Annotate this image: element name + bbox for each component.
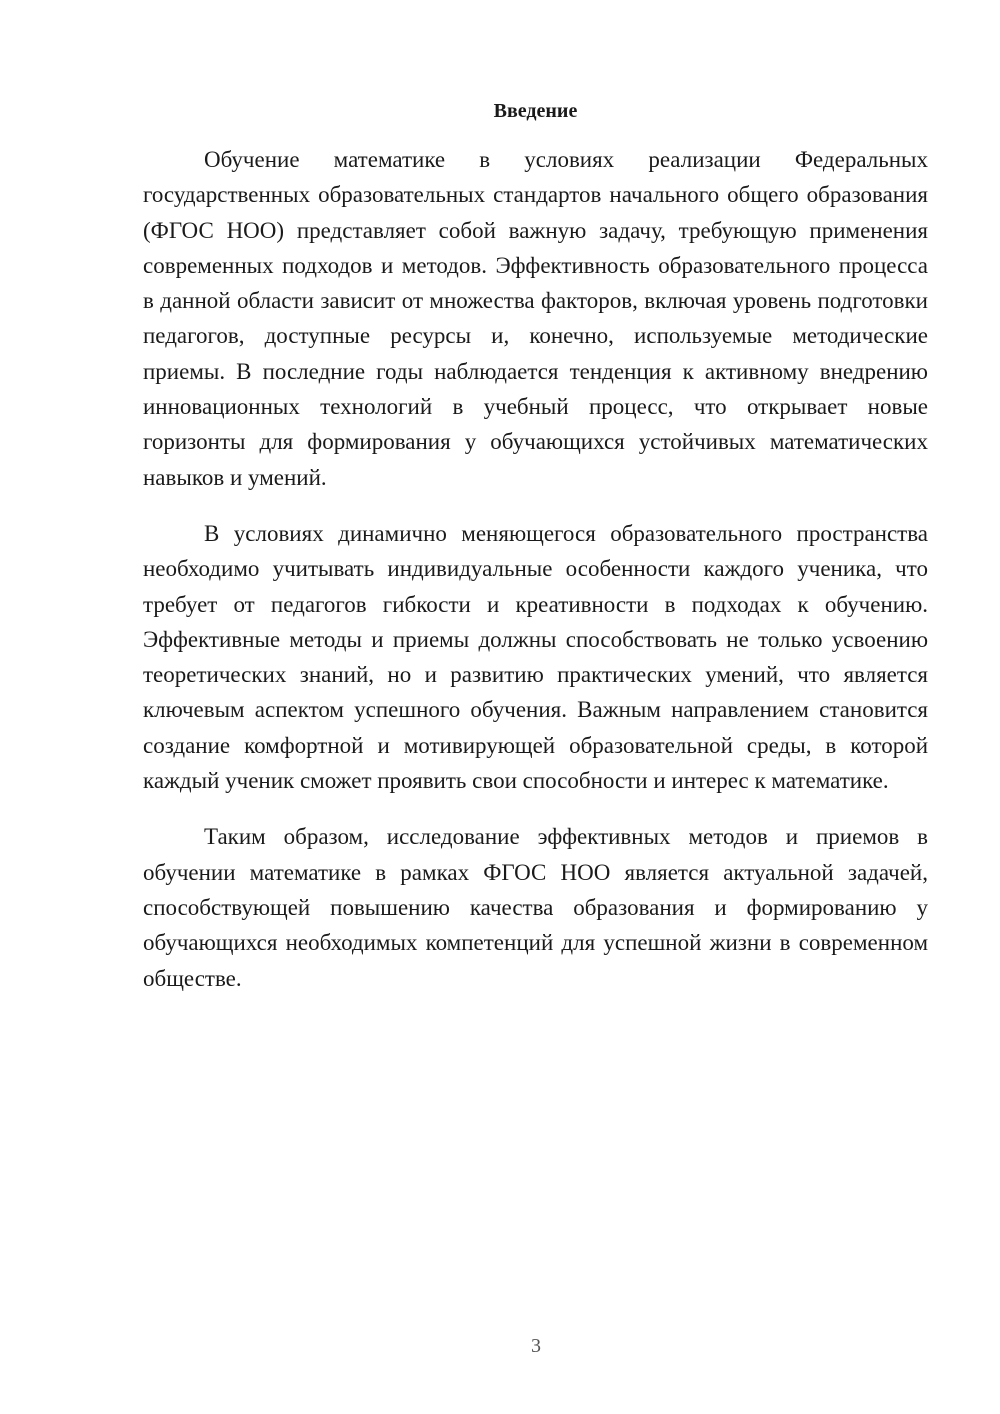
section-heading: Введение	[493, 100, 578, 122]
paragraph-3: Таким образом, исследование эффективных методов и приемов в обучении математике в рамках ФГОС НОО является актуальной задачей, способствующей повышению качества образования и формированию у обучающихся необходимых компетенций для успешной жизни в современном обществе.	[143, 824, 928, 991]
body-text	[143, 142, 928, 1017]
page-number: 3	[531, 1335, 541, 1357]
paragraph-2: В условиях динамично меняющегося образовательного пространства необходимо учитывать индивидуальные особенности каждого ученика, что требует от педагогов гибкости и креативности в подходах к обучению. Эффективные методы и приемы должны способствовать не только усвоению теоретических знаний, но и развитию практических умений, что является ключевым аспектом успешного обучения. Важным направлением становится создание комфортной и мотивирующей образовательной среды, в которой каждый ученик сможет проявить свои способности и интерес к математике.	[143, 520, 928, 794]
paragraph-1: Обучение математике в условиях реализации Федеральных государственных образовательных стандартов начального общего образования (ФГОС НОО) представляет собой важную задачу, требующую применения современных подходов и методов. Эффективность образовательного процесса в данной области зависит от множества факторов, включая уровень подготовки педагогов, доступные ресурсы и, конечно, используемые методические приемы. В последние годы наблюдается тенденция к активному внедрению инновационных технологий в учебный процесс, что открывает новые горизонты для формирования у обучающихся устойчивых математических навыков и умений.	[143, 147, 928, 490]
